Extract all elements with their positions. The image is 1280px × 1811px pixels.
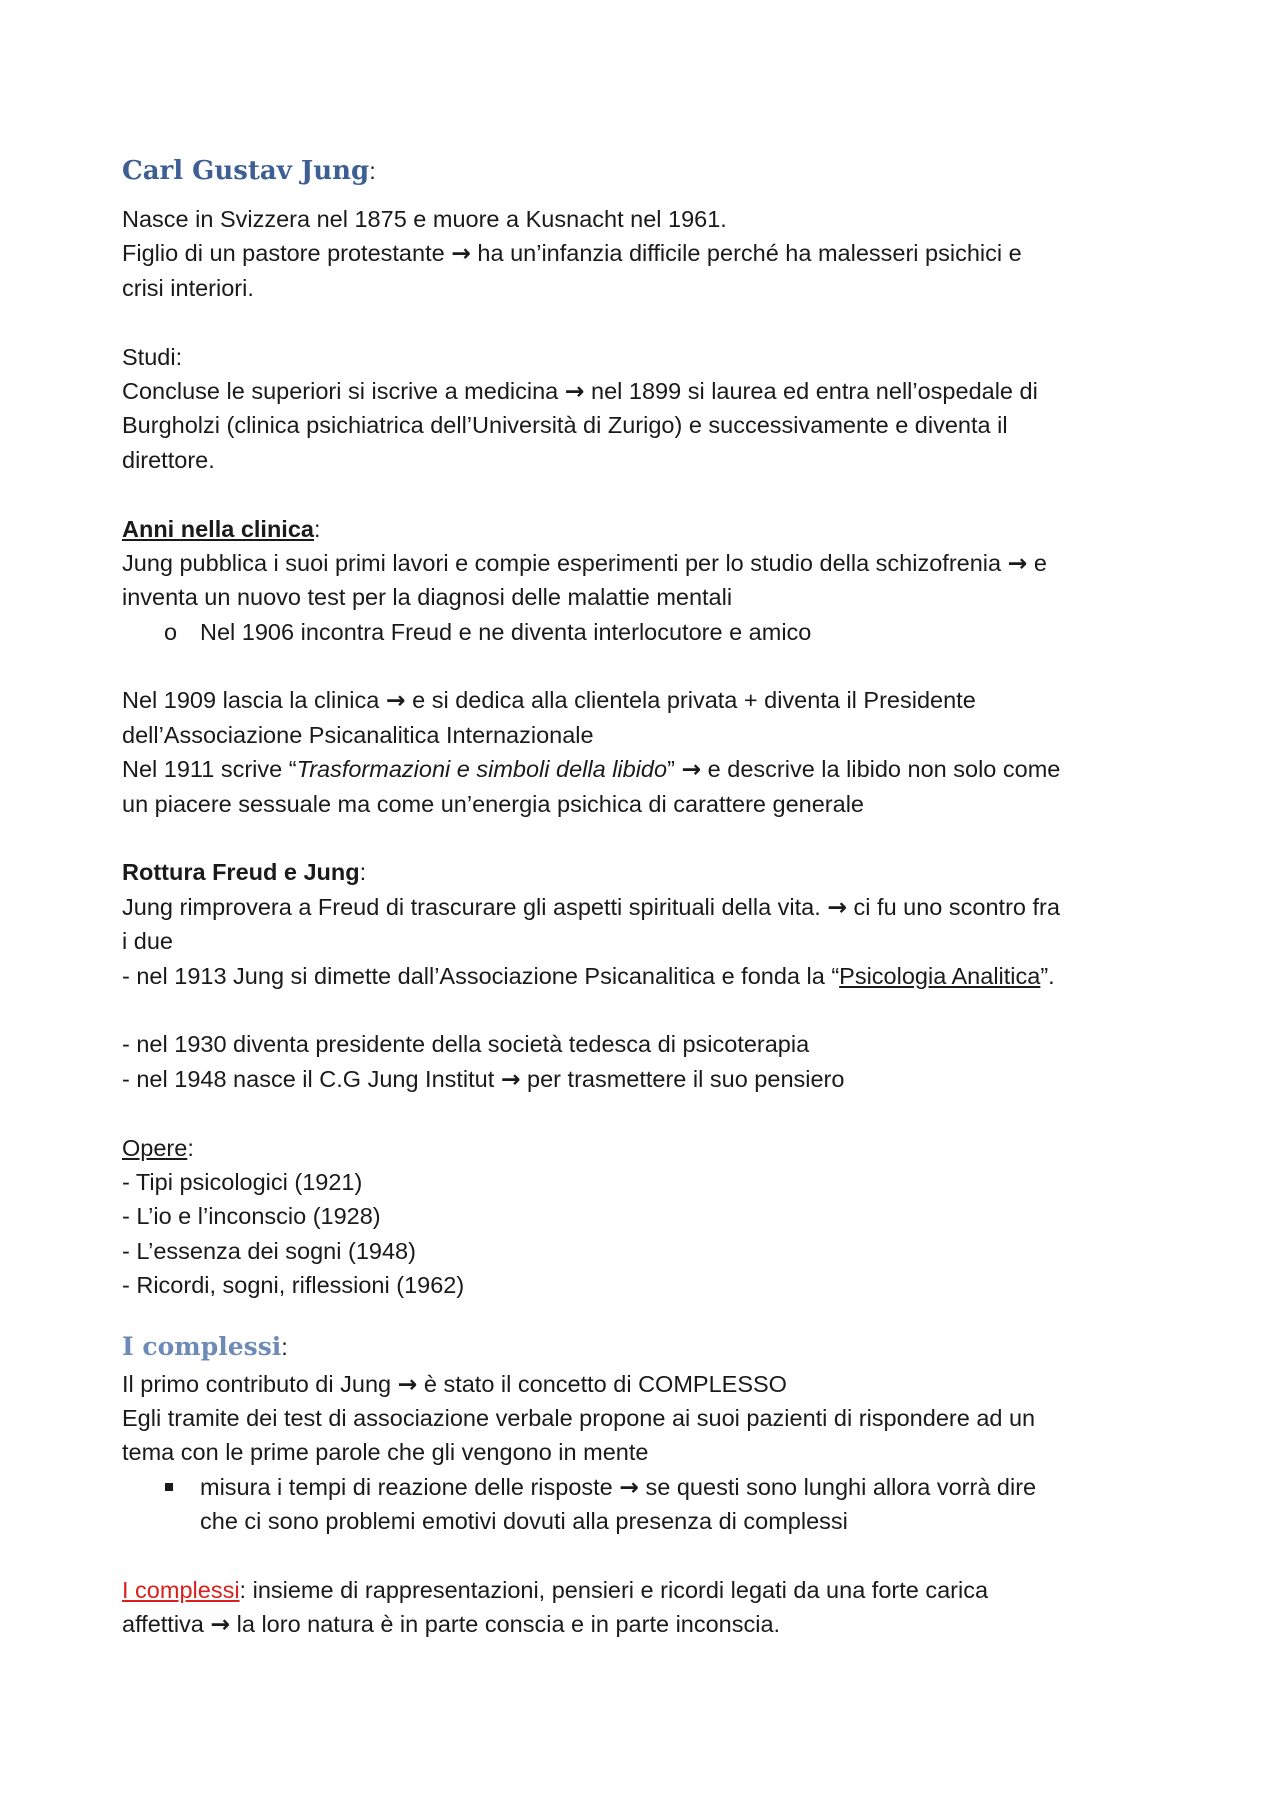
arrow-icon: → (564, 376, 585, 405)
complessi-term: I complessi (122, 1576, 240, 1603)
rottura-line-4: - nel 1930 diventa presidente della società tedesca di psicoterapia (122, 1031, 810, 1058)
arrow-icon: → (397, 1369, 418, 1398)
studi-line-3: direttore. (122, 446, 215, 473)
arrow-icon: → (500, 1064, 521, 1093)
complessi-heading: I complessi: (122, 1331, 288, 1361)
clinica-line-2: inventa un nuovo test per la diagnosi delle malattie mentali (122, 584, 733, 611)
list-item: - Tipi psicologici (1921) (122, 1168, 363, 1195)
complessi-line-2: Egli tramite dei test di associazione verbale propone ai suoi pazienti di rispondere ad un (122, 1404, 1036, 1431)
title-text: Carl Gustav Jung (122, 156, 370, 186)
arrow-icon: → (681, 755, 702, 784)
arrow-icon: → (210, 1610, 231, 1639)
studi-heading: Studi: (122, 343, 183, 370)
list-item: - L’essenza dei sogni (1948) (122, 1237, 416, 1264)
arrow-icon: → (827, 892, 848, 921)
period-line-3: Nel 1911 scrive “Trasformazioni e simboli della libido” → e descrive la libido non solo come (122, 755, 1061, 784)
complessi-line-1: Il primo contributo di Jung → è stato il concetto di COMPLESSO (122, 1369, 787, 1398)
arrow-icon: → (1007, 548, 1028, 577)
intro-line-2: Figlio di un pastore protestante → ha un’infanzia difficile perché ha malesseri psichici e (122, 239, 1022, 268)
rottura-line-5: - nel 1948 nasce il C.G Jung Institut → per trasmettere il suo pensiero (122, 1064, 845, 1093)
period-line-1: Nel 1909 lascia la clinica → e si dedica alla clientela privata + diventa il Presidente (122, 686, 976, 715)
page-title (122, 150, 1172, 192)
arrow-icon: → (385, 686, 406, 715)
title-colon: : (369, 158, 376, 184)
complessi-bullet-line-1: misura i tempi di reazione delle risposte → se questi sono lunghi allora vorrà dire (122, 1470, 1172, 1504)
arrow-icon: → (451, 239, 471, 268)
clinica-line-1: Jung pubblica i suoi primi lavori e compie esperimenti per lo studio della schizofrenia → e (122, 548, 1047, 577)
list-item: - L’io e l’inconscio (1928) (122, 1203, 381, 1230)
intro-line-1: Nasce in Svizzera nel 1875 e muore a Kusnacht nel 1961. (122, 206, 727, 232)
intro-line-3: crisi interiori. (122, 274, 254, 301)
opere-heading: Opere: (122, 1134, 194, 1161)
rottura-line-3: - nel 1913 Jung si dimette dall’Associazione Psicanalitica e fonda la “Psicologia Analitica”. (122, 962, 1055, 989)
arrow-icon: → (619, 1472, 639, 1501)
complessi-def-line-1: I complessi: insieme di rappresentazioni, pensieri e ricordi legati da una forte carica (122, 1576, 989, 1603)
complessi-line-3: tema con le prime parole che gli vengono in mente (122, 1439, 649, 1466)
document-body (122, 150, 1172, 1642)
rottura-line-2: i due (122, 928, 173, 955)
psicologia-analitica-link: Psicologia Analitica (839, 962, 1041, 989)
complessi-bullet-line-2: che ci sono problemi emotivi dovuti alla presenza di complessi (200, 1508, 848, 1535)
complessi-def-line-2: affettiva → la loro natura è in parte conscia e in parte inconscia. (122, 1610, 781, 1639)
clinica-bullet: o Nel 1906 incontra Freud e ne diventa interlocutore e amico (122, 615, 1172, 649)
period-line-4: un piacere sessuale ma come un’energia psichica di carattere generale (122, 790, 864, 817)
square-bullet-icon (165, 1483, 173, 1491)
clinica-heading: Anni nella clinica: (122, 515, 321, 542)
list-item: - Ricordi, sogni, riflessioni (1962) (122, 1272, 465, 1299)
circle-bullet-icon: o (164, 618, 178, 645)
studi-line-1: Concluse le superiori si iscrive a medicina → nel 1899 si laurea ed entra nell’ospedale di (122, 376, 1038, 405)
studi-line-2: Burgholzi (clinica psichiatrica dell’Università di Zurigo) e successivamente e diventa il (122, 412, 1008, 439)
rottura-heading: Rottura Freud e Jung: (122, 859, 367, 886)
period-line-2: dell’Associazione Psicanalitica Internazionale (122, 721, 594, 748)
rottura-line-1: Jung rimprovera a Freud di trascurare gli aspetti spirituali della vita. → ci fu uno scontro fra (122, 892, 1060, 921)
book-title: Trasformazioni e simboli della libido (296, 756, 668, 783)
